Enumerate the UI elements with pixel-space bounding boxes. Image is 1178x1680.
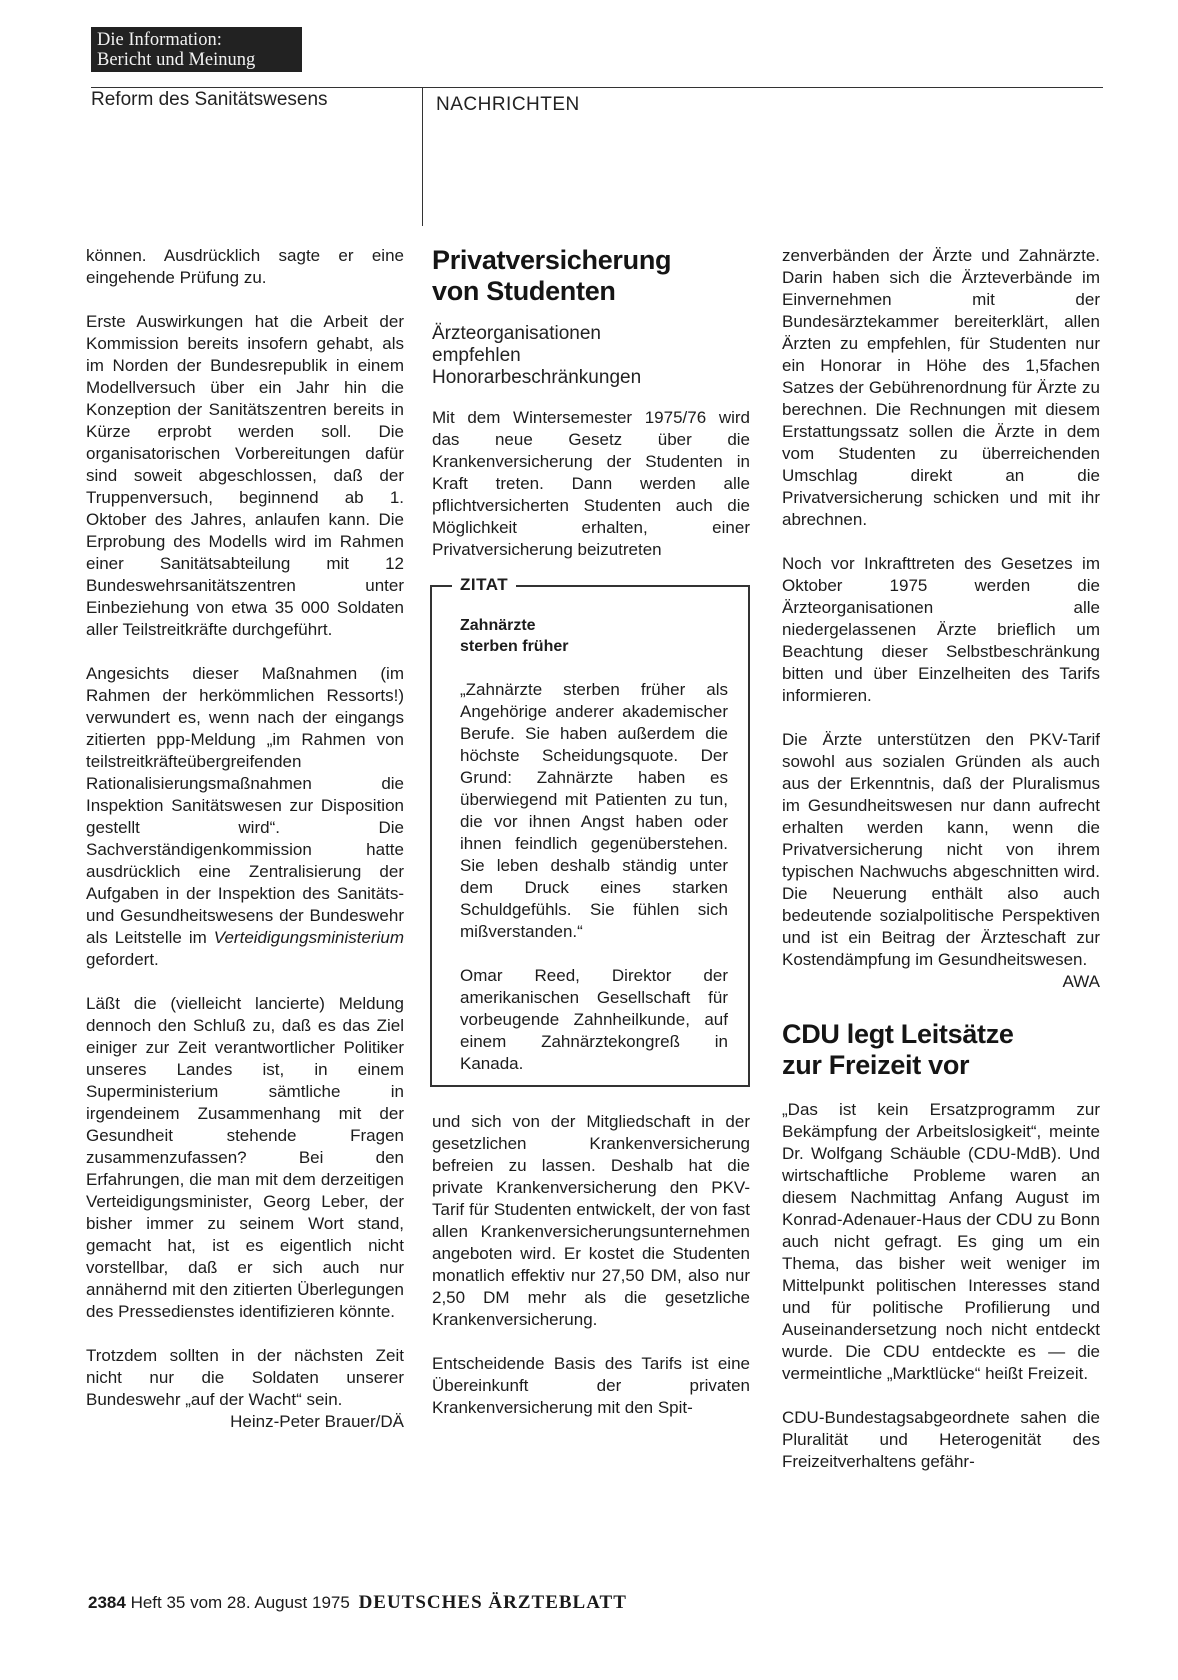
column-middle: [432, 245, 750, 1419]
header-box-line2: Bericht und Meinung: [97, 50, 256, 70]
quote-label: ZITAT: [452, 574, 516, 596]
paragraph: Die Ärzte unterstützen den PKV-Tarif sowohl aus sozialen Gründen als auch aus der Erkenntnis, daß der Pluralismus im Gesundheitswesen nur dann aufrecht erhalten werden kann, wenn die Privatversicherung nicht von ihrem typischen Nachwuchs abgeschnitten wird. Die Neuerung enthält also auch bedeutende sozialpolitische Perspektiven und ist ein Beitrag der Ärzteschaft zur Kostendämpfung im Gesundheitswesen. AWA: [782, 730, 1100, 991]
paragraph: Läßt die (vielleicht lancierte) Meldung dennoch den Schluß zu, daß es das Ziel einiger zur Zeit verantwortlicher Politiker unseres Landes ist, in einem Superministerium sämtliche in irgendeinem Zusammenhang mit der Gesundheit stehende Fragen zusammenzufassen? Bei den Erfahrungen, die man mit dem derzeitigen Verteidigungsminister, Georg Leber, der bisher immer zu seinem Wort stand, gemacht hat, ist es eigentlich nicht vorstellbar, daß er sich auch nur annähernd mit den zitierten Überlegungen des Pressedienstes identifizieren könnte.: [86, 994, 404, 1321]
section-header-box: [91, 27, 302, 72]
column-right: [782, 245, 1100, 1473]
header-divider: [422, 87, 423, 226]
paragraph: Angesichts dieser Maßnahmen (im Rahmen der herkömmlichen Ressorts!) verwundert es, wenn nach der eingangs zitierten ppp-Meldung „im Rahmen von teilstreitkräfteübergreifenden Rationalisierungsmaßnahmen die Inspektion Sanitätswesen zur Disposition gestellt wird“. Die Sachverständigenkommission hatte ausdrücklich eine Zentralisierung der Aufgaben in der Inspektion des Sanitäts- und Gesundheitswesens der Bundeswehr als Leitstelle im Verteidigungsministerium gefordert.: [86, 664, 404, 969]
author-signoff: AWA: [1062, 972, 1100, 991]
left-section-title: Reform des Sanitätswesens: [91, 89, 328, 110]
quote-box: [430, 575, 750, 1087]
page-footer: [88, 1592, 627, 1614]
paragraph: zenverbänden der Ärzte und Zahnärzte. Darin haben sich die Ärzteverbände im Einvernehmen mit der Bundesärztekammer bereiterklärt, allen Ärzten zu empfehlen, für Studenten nur ein Honorar in Höhe des 1,5fachen Satzes der Gebührenordnung für Ärzte zu berechnen. Die Rechnungen mit diesem Erstattungssatz sollen die Ärzte in dem vom Studenten zu überreichenden Umschlag direkt an die Privatversicherung schicken und mit ihr abrechnen.: [782, 246, 1100, 529]
author-signoff: Heinz-Peter Brauer/DÄ: [230, 1412, 404, 1431]
article-lead: Mit dem Wintersemester 1975/76 wird das neue Gesetz über die Krankenversicherung der Studenten in Kraft treten. Dann werden alle pflichtversicherten Studenten auch die Möglichkeit erhalten, einer Privatversicherung beizutreten: [432, 408, 750, 559]
issue-info: Heft 35 vom 28. August 1975: [130, 1593, 350, 1612]
paragraph: Entscheidende Basis des Tarifs ist eine Übereinkunft der privaten Krankenversicherung mit den Spit-: [432, 1354, 750, 1417]
page-number: 2384: [88, 1593, 126, 1612]
column-left: [86, 245, 404, 1433]
emphasis: Verteidigungsministerium: [213, 928, 404, 947]
paragraph: können. Ausdrücklich sagte er eine eingehende Prüfung zu.: [86, 246, 404, 287]
paragraph: Noch vor Inkrafttreten des Gesetzes im Oktober 1975 werden die Ärzteorganisationen alle niedergelassenen Ärzte brieflich um Beachtung dieser Selbstbeschränkung bitten und über Einzelheiten des Tarifs informieren.: [782, 554, 1100, 705]
paragraph: CDU-Bundestagsabgeordnete sahen die Pluralität und Heterogenität des Freizeitverhaltens gefähr-: [782, 1408, 1100, 1471]
paragraph: Trotzdem sollten in der nächsten Zeit nicht nur die Soldaten unserer Bundeswehr „auf der Wacht“ sein.: [86, 1346, 404, 1409]
journal-name: DEUTSCHES ÄRZTEBLATT: [358, 1592, 627, 1613]
quote-source: Omar Reed, Direktor der amerikanischen Gesellschaft für vorbeugende Zahnheilkunde, auf einem Zahnärztekongreß in Kanada.: [460, 966, 728, 1073]
paragraph: und sich von der Mitgliedschaft in der gesetzlichen Krankenversicherung befreien zu lassen. Deshalb hat die private Krankenversicherung den PKV-Tarif für Studenten entwickelt, der von fast allen Krankenversicherungsunternehmen angeboten wird. Er kostet die Studenten monatlich effektiv nur 27,50 DM, also nur 2,50 DM mehr als die gesetzliche Krankenversicherung.: [432, 1112, 750, 1329]
header-box-line1: Die Information:: [97, 30, 222, 50]
paragraph: „Das ist kein Ersatzprogramm zur Bekämpfung der Arbeitslosigkeit“, meinte Dr. Wolfgang Schäuble (CDU-MdB). Und wirtschaftliche Probleme waren an diesem Nachmittag Anfang August im Konrad-Adenauer-Haus der CDU zu Bonn auch nicht gefragt. Es ging um ein Thema, das bisher weit weniger im Mittelpunkt politischen Interesses stand und für politische Profilierung und Auseinandersetzung noch nicht entdeckt wurde. Die CDU entdeckte es — die vermeintliche „Marktlücke“ heißt Freizeit.: [782, 1100, 1100, 1383]
article-subheadline: Ärzteorganisationen empfehlen Honorarbeschränkungen: [432, 323, 642, 388]
article-headline: Privatversicherung von Studenten: [432, 245, 672, 306]
right-section-title: NACHRICHTEN: [436, 94, 580, 115]
top-rule: [91, 87, 1103, 88]
quote-text: „Zahnärzte sterben früher als Angehörige anderer akademischer Berufe. Sie haben außerdem die höchste Scheidungsquote. Der Grund: Zahnärzte haben es überwiegend mit Patienten zu tun, die vor ihnen Angst haben oder ihnen feindlich gegenüberstehen. Sie leben deshalb ständig unter dem Druck eines starken Schuldgefühls. Sie fühlen sich mißverstanden.“: [460, 680, 728, 941]
paragraph: Erste Auswirkungen hat die Arbeit der Kommission bereits insofern gehabt, als im Norden der Bundesrepublik in einem Modellversuch über ein Jahr hin die Konzeption der Sanitätszentren bereits in Kürze erprobt werden soll. Die organisatorischen Vorbereitungen dafür sind soweit abgeschlossen, daß der Truppenversuch, beginnend ab 1. Oktober des Jahres, anlaufen kann. Die Erprobung des Modells wird im Rahmen einer Sanitätsabteilung mit 12 Bundeswehrsanitätszentren unter Einbeziehung von etwa 35 000 Soldaten aller Teilstreitkräfte durchgeführt.: [86, 312, 404, 639]
quote-title: Zahnärzte sterben früher: [460, 617, 569, 655]
article-headline-cdu: CDU legt Leitsätze zur Freizeit vor: [782, 1019, 1014, 1080]
